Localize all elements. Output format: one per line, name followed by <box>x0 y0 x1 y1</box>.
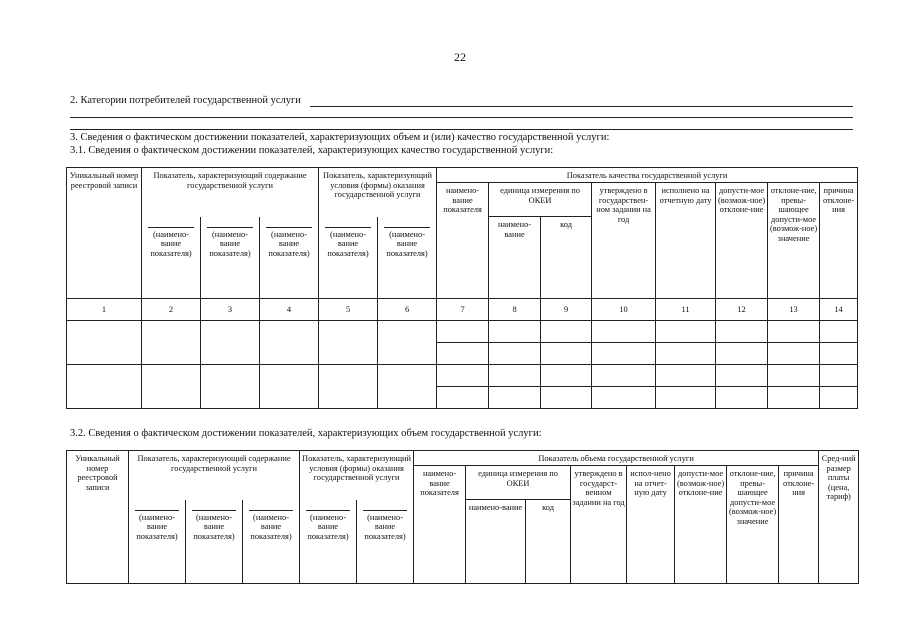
column-number: 4 <box>260 299 319 321</box>
section2-line-2 <box>70 117 853 118</box>
column-number: 3 <box>201 299 260 321</box>
col-unit-code: код <box>541 217 592 299</box>
col-unit-name: наимено-вание <box>466 500 526 584</box>
col-approved: утверждено в государствен-ном задании на год <box>592 183 656 299</box>
sub-indicator-name: (наимено-вание показателя) <box>300 500 357 584</box>
col-allowed-deviation: допусти-мое (возмож-ное) отклоне-ние <box>716 183 768 299</box>
column-number: 8 <box>489 299 541 321</box>
col-executed: испол-нено на отчет-ную дату <box>627 466 675 584</box>
section3-2-heading: 3.2. Сведения о фактическом достижении показателей, характеризующих объем государственной услуги: <box>70 428 542 439</box>
col-content-indicator: Показатель, характеризующий содержание государственной услуги <box>142 168 319 217</box>
column-number: 11 <box>656 299 716 321</box>
col-exceeding-deviation: отклоне-ние, превы-шающее допусти-мое (возмож-ное) значение <box>768 183 820 299</box>
col-unit-name: наимено-вание <box>489 217 541 299</box>
col-unique-number: Уникальный номер реестровой записи <box>67 168 142 299</box>
column-numbers-row <box>67 299 858 321</box>
sub-indicator-name: (наимено-вание показателя) <box>201 217 260 299</box>
sub-indicator-name: (наимено-вание показателя) <box>357 500 414 584</box>
col-volume-indicator: Показатель объема государственной услуги <box>414 451 819 466</box>
col-indicator-name: наимено-вание показателя <box>414 466 466 584</box>
col-deviation-reason: причина отклоне-ния <box>779 466 819 584</box>
column-number: 13 <box>768 299 820 321</box>
table-row <box>67 365 858 387</box>
col-unit-okei: единица измерения по ОКЕИ <box>489 183 592 217</box>
col-content-indicator: Показатель, характеризующий содержание государственной услуги <box>129 451 300 500</box>
col-deviation-reason: причина отклоне-ния <box>820 183 858 299</box>
quality-table <box>66 167 858 409</box>
col-executed: исполнено на отчетную дату <box>656 183 716 299</box>
col-unit-code: код <box>526 500 571 584</box>
sub-indicator-name: (наимено-вание показателя) <box>243 500 300 584</box>
column-number: 9 <box>541 299 592 321</box>
section2-line-3 <box>70 129 853 130</box>
column-number: 5 <box>319 299 378 321</box>
volume-table <box>66 450 859 584</box>
sub-indicator-name: (наимено-вание показателя) <box>142 217 201 299</box>
section2-fill-line <box>310 106 853 107</box>
page-number: 22 <box>454 50 466 64</box>
col-indicator-name: наимено-вание показателя <box>437 183 489 299</box>
col-allowed-deviation: допусти-мое (возмож-ное) отклоне-ние <box>675 466 727 584</box>
col-conditions-indicator: Показатель, характеризующий условия (формы) оказания государственной услуги <box>300 451 414 500</box>
sub-indicator-name: (наимено-вание показателя) <box>186 500 243 584</box>
col-exceeding-deviation: отклоне-ние, превы-шающее допусти-мое (возмож-ное) значение <box>727 466 779 584</box>
section3-heading: 3. Сведения о фактическом достижении показателей, характеризующих объем и (или) качество государственной услуги: <box>70 132 610 143</box>
column-number: 7 <box>437 299 489 321</box>
sub-indicator-name: (наимено-вание показателя) <box>129 500 186 584</box>
col-conditions-indicator: Показатель, характеризующий условия (формы) оказания государственной услуги <box>319 168 437 217</box>
column-number: 12 <box>716 299 768 321</box>
sub-indicator-name: (наимено-вание показателя) <box>260 217 319 299</box>
column-number: 10 <box>592 299 656 321</box>
col-approved: утверждено в государст-венном задании на год <box>571 466 627 584</box>
col-unique-number: Уникальный номер реестровой записи <box>67 451 129 584</box>
section2-label: 2. Категории потребителей государственной услуги <box>70 95 301 106</box>
sub-indicator-name: (наимено-вание показателя) <box>319 217 378 299</box>
col-average-fee: Сред-ний размер платы (цена, тариф) <box>819 451 859 584</box>
table-row <box>67 321 858 343</box>
column-number: 1 <box>67 299 142 321</box>
sub-indicator-name: (наимено-вание показателя) <box>378 217 437 299</box>
section3-1-heading: 3.1. Сведения о фактическом достижении показателей, характеризующих качество государственной услуги: <box>70 145 554 156</box>
column-number: 14 <box>820 299 858 321</box>
column-number: 2 <box>142 299 201 321</box>
column-number: 6 <box>378 299 437 321</box>
col-quality-indicator: Показатель качества государственной услуги <box>437 168 858 183</box>
col-unit-okei: единица измерения по ОКЕИ <box>466 466 571 500</box>
